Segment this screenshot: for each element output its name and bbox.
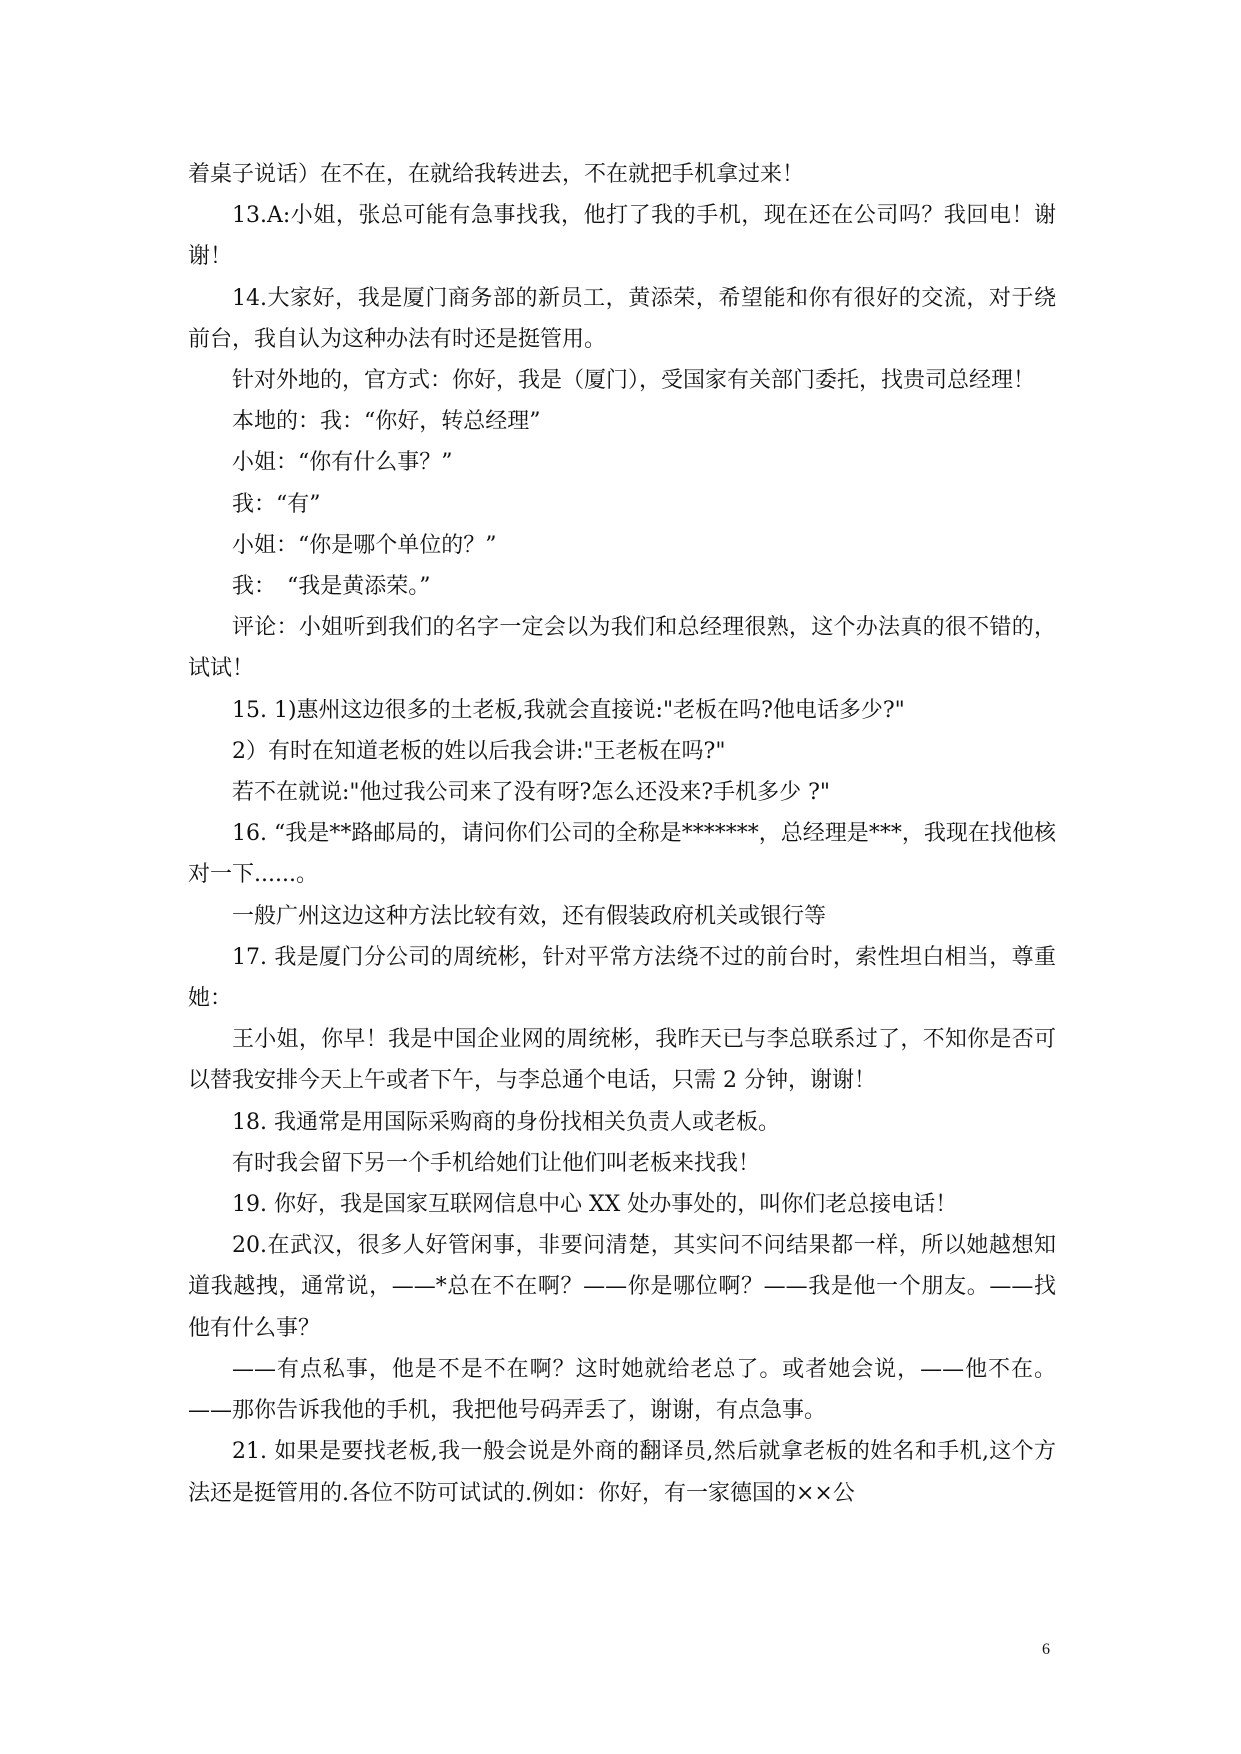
paragraph: 21. 如果是要找老板,我一般会说是外商的翻译员,然后就拿老板的姓名和手机,这个方法还是挺管用的.各位不防可试试的.例如：你好，有一家德国的××公: [188, 1439, 1056, 1506]
paragraph: 着桌子说话）在不在，在就给我转进去，不在就把手机拿过来！: [188, 162, 805, 187]
paragraph: 2）有时在知道老板的姓以后我会讲:"王老板在吗?": [232, 738, 726, 764]
document-body: [188, 154, 1056, 1514]
paragraph: 评论：小姐听到我们的名字一定会以为我们和总经理很熟，这个办法真的很不错的，试试！: [188, 615, 1056, 682]
paragraph: 小姐：“你有什么事？”: [232, 450, 453, 476]
paragraph: 我： “我是黄添荣。”: [232, 574, 431, 600]
paragraph: 17. 我是厦门分公司的周统彬，针对平常方法绕不过的前台时，索性坦白相当，尊重她：: [188, 944, 1056, 1012]
paragraph: 19. 你好，我是国家互联网信息中心 XX 处办事处的，叫你们老总接电话！: [232, 1192, 958, 1218]
paragraph: 15. 1)惠州这边很多的土老板,我就会直接说:"老板在吗?他电话多少?": [232, 697, 905, 723]
paragraph: 若不在就说:"他过我公司来了没有呀?怎么还没来?手机多少 ?": [232, 780, 831, 806]
page-number: 6: [1042, 1641, 1050, 1658]
paragraph: 14.大家好，我是厦门商务部的新员工，黄添荣，希望能和你有很好的交流，对于绕前台，我自认为这种办法有时还是挺管用。: [188, 285, 1056, 352]
paragraph: 有时我会留下另一个手机给她们让他们叫老板来找我！: [232, 1150, 761, 1176]
paragraph: 我：“有”: [232, 491, 321, 517]
paragraph: 一般广州这边这种方法比较有效，还有假装政府机关或银行等: [232, 903, 827, 929]
paragraph: 小姐：“你是哪个单位的？”: [232, 532, 497, 558]
paragraph: 20.在武汉，很多人好管闲事，非要问清楚，其实问不问结果都一样，所以她越想知道我越拽，通常说，——*总在不在啊？——你是哪位啊？——我是他一个朋友。——找他有什么事？: [188, 1233, 1056, 1341]
paragraph: ——有点私事，他是不是不在啊？这时她就给老总了。或者她会说，——他不在。——那你告诉我他的手机，我把他号码弄丢了，谢谢，有点急事。: [188, 1356, 1056, 1424]
paragraph: 18. 我通常是用国际采购商的身份找相关负责人或老板。: [232, 1109, 780, 1135]
paragraph: 针对外地的，官方式：你好，我是（厦门），受国家有关部门委托，找贵司总经理！: [232, 368, 1036, 394]
paragraph: 16. “我是**路邮局的，请问你们公司的全称是*******，总经理是***，我现在找他核对一下......。: [188, 821, 1056, 888]
paragraph: 王小姐，你早！我是中国企业网的周统彬，我昨天已与李总联系过了，不知你是否可以替我安排今天上午或者下午，与李总通个电话，只需 2 分钟，谢谢！: [188, 1027, 1056, 1094]
paragraph: 本地的：我：“你好，转总经理”: [232, 409, 541, 435]
paragraph: 13.A:小姐，张总可能有急事找我，他打了我的手机，现在还在公司吗？我回电！谢谢！: [188, 203, 1056, 270]
